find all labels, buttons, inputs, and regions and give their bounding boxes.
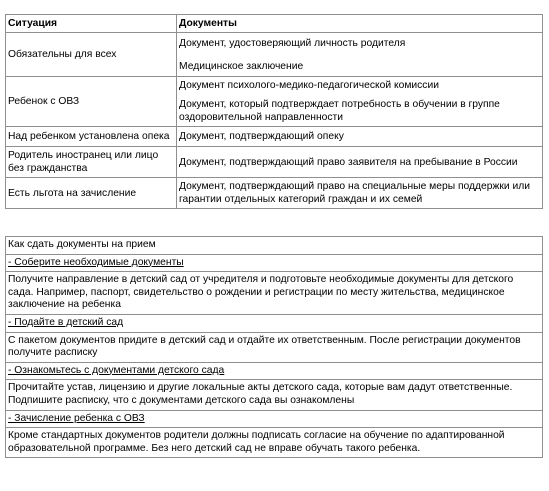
document-item: Документ, подтверждающий право заявителя на пребывание в России — [179, 156, 518, 168]
document-item: Документ, который подтверждает потребность в обучении в группе оздоровительной направленности — [179, 99, 500, 123]
situation-row-benefit — [6, 178, 543, 209]
steps-title: Как сдать документы на прием — [6, 237, 543, 255]
step-heading-row — [6, 362, 543, 380]
situation-cell: Есть льгота на зачисление — [6, 178, 177, 209]
documents-cell — [177, 178, 543, 209]
step-heading-row — [6, 410, 543, 428]
step-heading-row — [6, 314, 543, 332]
situations-header-row — [6, 15, 543, 33]
document-item: Документ, подтверждающий опеку — [179, 131, 344, 142]
situation-cell: Родитель иностранец или лицо без гражданства — [6, 147, 177, 178]
situation-row-custody — [6, 127, 543, 147]
documents-cell — [177, 77, 543, 127]
step-text: Прочитайте устав, лицензию и другие локальные акты детского сада, которые вам дадут ответственные. Подпишите расписку, что с документами детского сада вы ознакомлены — [6, 380, 543, 410]
step-heading-row — [6, 254, 543, 272]
step-link-collect-documents[interactable]: - Соберите необходимые документы — [8, 256, 184, 268]
step-link-ovz-enrollment[interactable]: - Зачисление ребенка с ОВЗ — [8, 412, 145, 424]
documents-cell — [177, 33, 543, 77]
steps-table — [5, 236, 543, 458]
header-situation: Ситуация — [6, 15, 177, 33]
header-documents: Документы — [177, 15, 543, 33]
step-text: Кроме стандартных документов родители должны подписать согласие на обучение по адаптированной образовательной программе. Без него детский сад не вправе обучать такого ребенка. — [6, 428, 543, 458]
step-text-row — [6, 332, 543, 362]
situations-table — [5, 14, 543, 209]
document-item: Медицинское заключение — [179, 60, 304, 72]
step-link-submit-to-kindergarten[interactable]: - Подайте в детский сад — [8, 316, 124, 328]
step-text: Получите направление в детский сад от учредителя и подготовьте необходимые документы для детского сада. Например, паспорт, свидетельство о рождении и регистрации по месту жительства, медицинское заключение на ребенка — [6, 272, 543, 315]
situation-row-all — [6, 33, 543, 77]
situation-cell: Ребенок с ОВЗ — [6, 77, 177, 127]
step-text-row — [6, 380, 543, 410]
step-text-row — [6, 428, 543, 458]
document-item: Документ психолого-медико-педагогической комиссии — [179, 80, 439, 91]
step-link-review-documents[interactable]: - Ознакомьтесь с документами детского сада — [8, 364, 225, 376]
situation-row-foreigner — [6, 147, 543, 178]
step-text: С пакетом документов придите в детский сад и отдайте их ответственным. После регистрации документов получите расписку — [6, 332, 543, 362]
document-item: Документ, удостоверяющий личность родителя — [179, 37, 406, 49]
situation-cell: Обязательны для всех — [6, 33, 177, 77]
documents-cell — [177, 127, 543, 147]
documents-cell — [177, 147, 543, 178]
step-text-row — [6, 272, 543, 315]
document-item: Документ, подтверждающий право на специальные меры поддержки или гарантии отдельных категорий граждан и их семей — [179, 181, 531, 205]
situation-row-ovz — [6, 77, 543, 127]
steps-title-row — [6, 237, 543, 255]
situation-cell: Над ребенком установлена опека — [6, 127, 177, 147]
